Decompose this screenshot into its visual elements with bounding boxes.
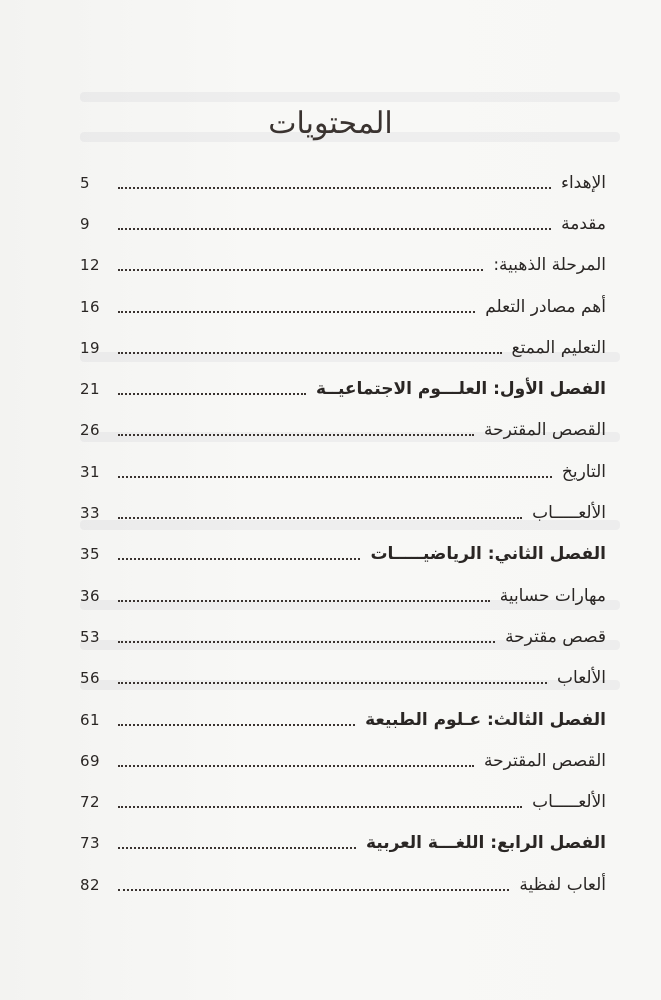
- toc-entry: [80, 864, 606, 905]
- dot-leader: [118, 226, 551, 230]
- dot-leader: [118, 680, 547, 684]
- dot-leader: [118, 185, 551, 189]
- toc-page-number: 5: [80, 173, 91, 192]
- dot-leader: [118, 804, 522, 808]
- toc-entry-title: مهارات حسابية: [499, 585, 606, 606]
- toc-page-number: 61: [80, 710, 101, 729]
- dot-leader: [118, 432, 474, 436]
- toc-page-number: 31: [80, 462, 101, 481]
- toc-entry-title: قصص مقترحة: [505, 626, 606, 647]
- toc-page-number: 9: [80, 214, 91, 233]
- toc-entry: [80, 327, 606, 368]
- toc-entry-title: الألعاب: [557, 668, 606, 689]
- dot-leader: [118, 556, 360, 560]
- toc-entry-title: أهم مصادر التعلم: [485, 296, 606, 317]
- toc-entry-title: التعليم الممتع: [511, 337, 606, 358]
- toc-entry: [80, 534, 606, 575]
- toc-page-number: 12: [80, 256, 101, 275]
- toc-entry-title: المرحلة الذهبية:: [493, 255, 606, 276]
- dot-leader: [118, 350, 502, 354]
- toc-entry: [80, 162, 606, 203]
- toc-page-number: 21: [80, 380, 101, 399]
- toc-page-number: 82: [80, 875, 101, 894]
- dot-leader: [118, 598, 490, 602]
- toc-page-number: 19: [80, 338, 101, 357]
- toc-entry-title: الإهداء: [560, 172, 606, 193]
- toc-entry-title: الألعـــــاب: [532, 503, 606, 524]
- toc-entry-title: الفصل الثالث: عـلوم الطبيعة: [365, 709, 606, 730]
- bleed-through-line: [80, 92, 620, 102]
- dot-leader: [118, 763, 474, 767]
- toc-entry: [80, 286, 606, 327]
- dot-leader: [118, 309, 475, 313]
- dot-leader: [118, 722, 355, 726]
- toc-entry-title: مقدمة: [561, 213, 606, 234]
- toc-entry: [80, 616, 606, 657]
- toc-entry: [80, 575, 606, 616]
- page-title: المحتويات: [268, 106, 393, 141]
- toc-page-number: 33: [80, 504, 101, 523]
- toc-entry-title: الفصل الرابع: اللغـــة العربية: [365, 833, 606, 854]
- toc-page-number: 35: [80, 545, 101, 564]
- toc-entry: [80, 658, 606, 699]
- toc-entry-title: ألعاب لفظية: [519, 874, 606, 895]
- toc-entry: [80, 451, 606, 492]
- toc-page-number: 73: [80, 834, 101, 853]
- table-of-contents: [80, 162, 606, 905]
- toc-page-number: 26: [80, 421, 101, 440]
- toc-page-number: 53: [80, 627, 101, 646]
- toc-page-number: 36: [80, 586, 101, 605]
- toc-entry-title: القصص المقترحة: [484, 750, 606, 771]
- toc-entry: [80, 368, 606, 409]
- toc-entry-title: الفصل الأول: العلـــوم الاجتماعيــة: [316, 379, 606, 400]
- toc-entry: [80, 823, 606, 864]
- toc-entry: [80, 699, 606, 740]
- toc-entry: [80, 203, 606, 244]
- toc-entry: [80, 492, 606, 533]
- dot-leader: [118, 267, 483, 271]
- dot-leader: [118, 515, 522, 519]
- toc-entry: [80, 740, 606, 781]
- toc-entry-title: الفصل الثاني: الرياضيـــــات: [370, 544, 606, 565]
- toc-page-number: 56: [80, 669, 101, 688]
- dot-leader: [118, 474, 552, 478]
- toc-page-number: 69: [80, 751, 101, 770]
- toc-entry-title: الألعـــــاب: [532, 792, 606, 813]
- toc-entry-title: القصص المقترحة: [484, 420, 606, 441]
- toc-entry: [80, 245, 606, 286]
- toc-page-number: 16: [80, 297, 101, 316]
- toc-page-number: 72: [80, 793, 101, 812]
- toc-entry: [80, 410, 606, 451]
- dot-leader: [118, 845, 356, 849]
- dot-leader: [118, 639, 495, 643]
- dot-leader: [118, 887, 509, 891]
- dot-leader: [118, 391, 306, 395]
- toc-entry: [80, 781, 606, 822]
- toc-entry-title: التاريخ: [561, 461, 606, 482]
